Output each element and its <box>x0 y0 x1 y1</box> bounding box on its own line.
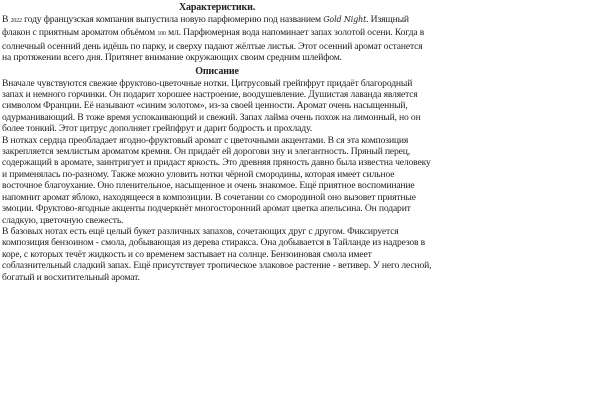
intro-text-c: . Изящный флакон с приятным ароматом объёмом <box>2 14 409 39</box>
paragraph-characteristics <box>2 14 432 64</box>
year-value: 2022 <box>10 18 22 24</box>
heading-description: Описание <box>195 65 239 77</box>
intro-text-d: мл. Парфюмерная вода напоминает запах золотой осени. Когда в солнечный осенний день идёшь по парку, и сверху падают жёлтые листья. Этот осенний аромат останется на протяжении всего дня. Притянет внимание окружающих своим средним шлейфом. <box>2 27 425 64</box>
brand-logo-text: Gold Night <box>323 15 367 24</box>
volume-value: 100 <box>157 31 166 38</box>
intro-text-b: году французская компания выпустила новую парфюмерию под названием <box>21 14 324 25</box>
heading-characteristics: Характеристики. <box>178 2 256 13</box>
paragraph-heart-notes: В нотках сердца преобладает ягодно-фруктовый аромат с цветочными акцентами. В ся эта композиция закрепляется землистым ароматом кремня. Он придаёт ей дорогови зну и элегантность. Пряный перец, содержащий в аромате, заинтригует и придаст яркость. Это древняя пряность давно была известна человеку и применялась по-разному. Также можно уловить нотки чёрной смородины, которая имеет сильное восточное благоухание. Оно пленительное, насыщенное и очень знакомое. Ещё приятное воспоминание напомнит аромат яблоко, находящееся в композиции. В сочетании со смородиной оно вызовет приятные эмоции. Фруктово-ягодные акценты подчеркнёт многосторонний аромат цветка апельсина. Он подарит сладкую, цветочную свежесть. <box>2 134 431 226</box>
paragraph-base-notes: В базовых нотах есть ещё целый букет различных запахов, сочетающих друг с другом. Фиксируется композиция бензоином - смола, добывающая из дерева стиракса. Она добывается в Тайланде из надрезов в коре, с которых течёт жидкость и со временем застывает на солнце. Бензоиновая смола имеет соблазнительный сладкий запах. Ещё присутствует тропическое злаковое растение - ветивер. У него лесной, богатый и восхитительный аромат. <box>2 225 432 283</box>
intro-text-a: В <box>2 14 11 25</box>
paragraph-top-notes: Вначале чувствуются свежие фруктово-цветочные нотки. Цитрусовый грейпфрут придаёт благородный запах и немного горчинки. Он подарит хорошее настроение, воодушевление. Душистая лаванда является символом Франции. Её называют «синим золотом», из-за своей ценности. Аромат очень насыщенный, одурманивающий. В тоже время успокаивающий и свежий. Запах лайма очень похож на лимонный, но он более тонкий. Этот цитрус дополняет грейпфрут и дарит бодрость и прохладу. <box>2 77 421 135</box>
